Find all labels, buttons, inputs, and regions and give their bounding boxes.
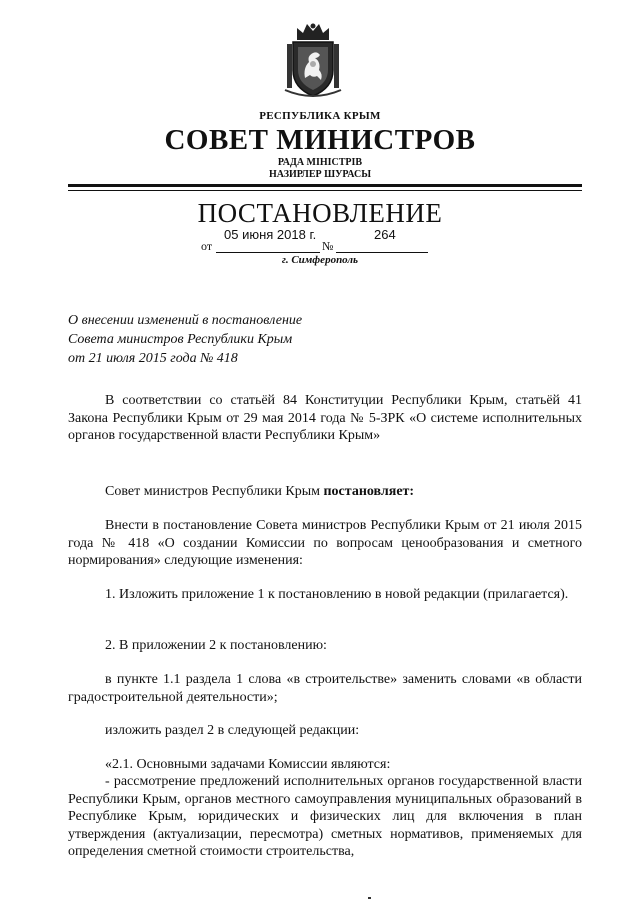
- date-underline: [216, 252, 320, 253]
- decree-number: 264: [374, 227, 396, 242]
- resolves-paragraph: [68, 483, 582, 501]
- number-sign: №: [322, 239, 334, 253]
- subject-line: О внесении изменений в постановление: [68, 313, 303, 328]
- scan-speck: [368, 897, 371, 899]
- header-rule-thin: [68, 190, 582, 191]
- republic-name: РЕСПУБЛИКА КРЫМ: [259, 110, 381, 122]
- resolves-lead: Совет министров Республики Крым: [105, 484, 320, 499]
- council-name: СОВЕТ МИНИСТРОВ: [164, 124, 476, 156]
- decree-date: 05 июня 2018 г.: [224, 227, 317, 242]
- document-type-title: ПОСТАНОВЛЕНИЕ: [197, 198, 443, 228]
- intro-paragraph: Внести в постановление Совета министров Республики Крым от 21 июля 2015 года № 418 «О создании Комиссии по вопросам ценообразования и сметного нормирования» следующие изменения:: [68, 518, 582, 568]
- quote-title-paragraph: «2.1. Основными задачами Комиссии являются:: [105, 757, 391, 772]
- item-2b-paragraph: изложить раздел 2 в следующей редакции:: [105, 723, 360, 738]
- crimea-coat-of-arms-icon: [283, 20, 343, 98]
- number-underline: [336, 252, 428, 253]
- date-prefix: от: [201, 239, 213, 253]
- item-2-paragraph: 2. В приложении 2 к постановлению:: [105, 638, 327, 653]
- council-name-ukrainian: РАДА МІНІСТРІВ: [277, 157, 363, 168]
- header-rule-thick: [68, 184, 582, 187]
- preamble-paragraph: В соответствии со статьёй 84 Конституции Республики Крым, статьёй 41 Закона Республики Крым от 29 мая 2014 года № 5-ЗРК «О системе исполнительных органов государственной власти Республики Крым»: [68, 393, 582, 443]
- quote-item-paragraph: - рассмотрение предложений исполнительных органов государственной власти Республики Крым, органов местного самоуправления муниципальных образований в Республике Крым, юридических и физических лиц для включения в план утверждения (актуализации, пересмотра) сметных нормативов, применяемых для определения сметной стоимости строительства,: [68, 774, 582, 859]
- item-1-paragraph: 1. Изложить приложение 1 к постановлению в новой редакции (прилагается).: [105, 587, 569, 602]
- city: г. Симферополь: [281, 254, 359, 266]
- subject-line: Совета министров Республики Крым: [68, 332, 293, 347]
- subject-line: от 21 июля 2015 года № 418: [68, 351, 238, 366]
- resolves-keyword: постановляет:: [323, 484, 415, 499]
- decree-subject: [68, 311, 302, 368]
- council-name-crimean-tatar: НАЗИРЛЕР ШУРАСЫ: [268, 169, 372, 180]
- item-2a-paragraph: в пункте 1.1 раздела 1 слова «в строительстве» заменить словами «в области градостроительной деятельности»;: [68, 672, 582, 705]
